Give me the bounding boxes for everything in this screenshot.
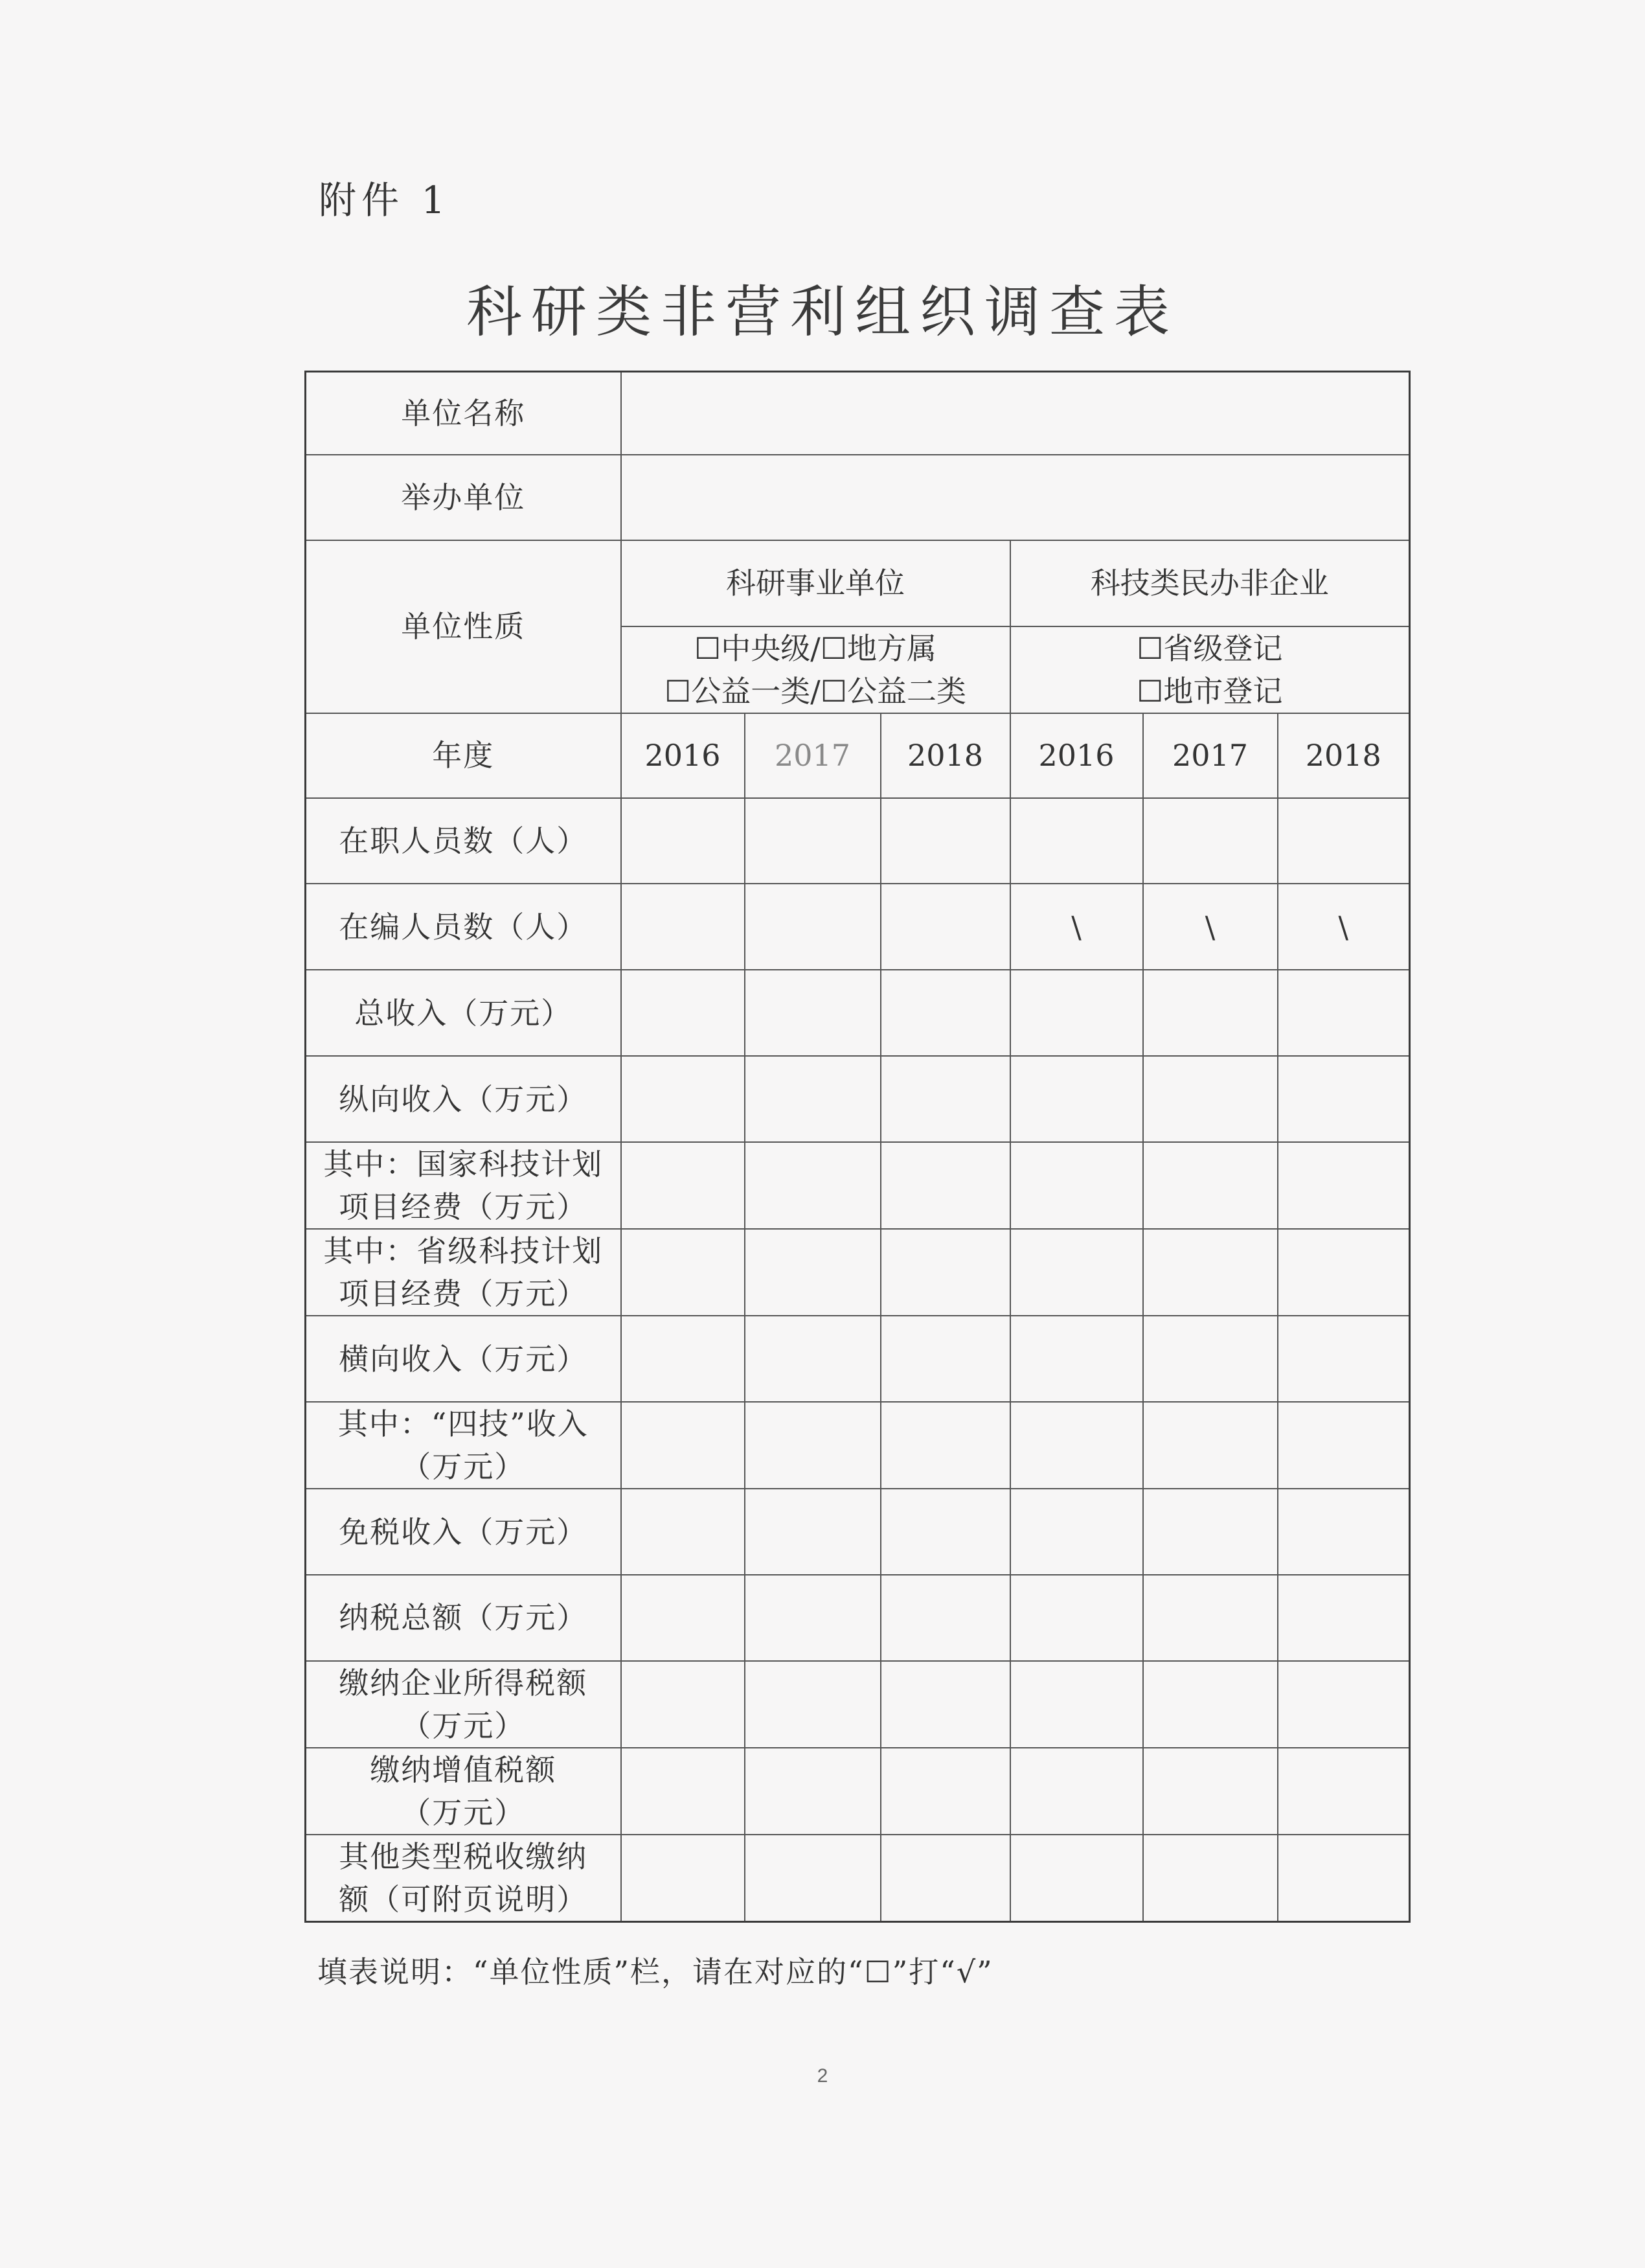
unit-name-field[interactable] [621,372,1410,455]
data-cell[interactable] [881,1489,1010,1575]
data-cell[interactable] [1143,1142,1278,1229]
data-cell[interactable] [881,1229,1010,1316]
data-cell[interactable] [1010,1661,1143,1748]
data-cell[interactable] [621,1835,745,1922]
data-cell[interactable] [1278,1575,1410,1661]
data-cell[interactable] [621,884,745,970]
data-cell[interactable] [621,1748,745,1835]
provincial-registration-option[interactable]: ☐省级登记 [1137,630,1283,666]
data-cell[interactable] [1010,1575,1143,1661]
row-label-line: 缴纳增值税额 [370,1752,557,1787]
data-cell[interactable] [1143,1489,1278,1575]
data-cell[interactable] [1010,798,1143,884]
data-cell[interactable] [1143,970,1278,1056]
data-cell[interactable] [745,1748,881,1835]
row-label [306,1142,621,1229]
row-label [306,1489,621,1575]
row-label [306,1575,621,1661]
private-org-header: 科技类民办非企业 [1010,540,1410,626]
table-row [306,970,1410,1056]
data-cell[interactable] [745,970,881,1056]
table-row [306,1316,1410,1402]
data-cell[interactable] [1010,1748,1143,1835]
row-label-line: 其他类型税收缴纳 [339,1838,588,1874]
data-cell[interactable] [1278,1316,1410,1402]
not-applicable-cell: \ [1278,884,1410,970]
row-label-line: 其中：国家科技计划 [323,1147,604,1182]
data-cell[interactable] [1278,1229,1410,1316]
data-cell[interactable] [881,1402,1010,1489]
row-label [306,970,621,1056]
data-cell[interactable] [621,970,745,1056]
data-cell[interactable] [1278,1748,1410,1835]
row-label [306,1402,621,1489]
row-label-line: 缴纳企业所得税额 [339,1665,588,1701]
row-label-line: 额（可附页说明） [339,1881,588,1917]
city-registration-option[interactable]: ☐地市登记 [1137,673,1283,709]
data-cell[interactable] [745,1402,881,1489]
data-cell[interactable] [1278,798,1410,884]
data-cell[interactable] [1143,1229,1278,1316]
data-cell[interactable] [1278,1142,1410,1229]
data-cell[interactable] [1143,1316,1278,1402]
data-cell[interactable] [621,798,745,884]
data-cell[interactable] [621,1402,745,1489]
data-cell[interactable] [1010,1402,1143,1489]
table-row [306,1142,1410,1229]
unit-name-label: 单位名称 [306,372,621,455]
data-cell[interactable] [1143,1835,1278,1922]
row-label-line: 横向收入（万元） [339,1341,588,1377]
data-cell[interactable] [1278,1402,1410,1489]
data-cell[interactable] [1143,1575,1278,1661]
year-header-cell: 2017 [1143,713,1278,798]
research-unit-options[interactable] [621,626,1010,713]
unit-nature-label: 单位性质 [306,540,621,713]
data-cell[interactable] [745,1489,881,1575]
not-applicable-cell: \ [1010,884,1143,970]
row-label [306,1056,621,1142]
table-row [306,798,1410,884]
year-header-cell: 2017 [745,713,881,798]
data-cell[interactable] [745,884,881,970]
data-cell[interactable] [881,1056,1010,1142]
data-cell[interactable] [1143,1056,1278,1142]
table-row [306,1402,1410,1489]
row-label-line: 其中：省级科技计划 [323,1233,604,1269]
data-cell[interactable] [881,1575,1010,1661]
row-label-line: 在职人员数（人） [339,823,588,858]
year-header-cell: 2018 [1278,713,1410,798]
data-cell[interactable] [1278,1835,1410,1922]
row-label-line: （万元） [401,1794,526,1830]
data-cell[interactable] [1143,798,1278,884]
data-cell[interactable] [881,1748,1010,1835]
fill-instructions: 填表说明：“单位性质”栏，请在对应的“☐”打“√” [317,1954,993,1989]
sponsor-label: 举办单位 [306,455,621,540]
data-cell[interactable] [881,1661,1010,1748]
table-row [306,884,1410,970]
data-cell[interactable] [1010,1142,1143,1229]
year-header-cell: 2016 [621,713,745,798]
year-label: 年度 [306,713,621,798]
data-cell[interactable] [1278,1489,1410,1575]
form-title: 科研类非营利组织调查表 [466,280,1179,345]
research-unit-header: 科研事业单位 [621,540,1010,626]
data-cell[interactable] [1010,1489,1143,1575]
row-label [306,1229,621,1316]
private-org-options[interactable] [1010,626,1410,713]
row-label-line: 纳税总额（万元） [339,1600,588,1636]
data-cell[interactable] [1278,1661,1410,1748]
row-label-line: 项目经费（万元） [339,1276,588,1312]
attachment-label: 附件 1 [319,178,451,222]
data-cell[interactable] [745,1835,881,1922]
year-header-cell: 2018 [881,713,1010,798]
row-label [306,1748,621,1835]
data-cell[interactable] [1143,1748,1278,1835]
data-cell[interactable] [1010,1056,1143,1142]
not-applicable-cell: \ [1143,884,1278,970]
row-label-line: 其中：“四技”收入 [337,1406,589,1442]
data-cell[interactable] [745,1142,881,1229]
data-cell[interactable] [621,1316,745,1402]
data-cell[interactable] [1278,970,1410,1056]
data-cell[interactable] [621,1489,745,1575]
data-cell[interactable] [745,798,881,884]
data-cell[interactable] [881,798,1010,884]
data-cell[interactable] [1010,1229,1143,1316]
data-cell[interactable] [745,1229,881,1316]
row-label-line: 纵向收入（万元） [339,1081,588,1117]
data-cell[interactable] [745,1661,881,1748]
data-cell[interactable] [881,1316,1010,1402]
row-label [306,884,621,970]
data-cell[interactable] [881,1835,1010,1922]
data-cell[interactable] [881,970,1010,1056]
data-cell[interactable] [881,884,1010,970]
row-label-line: 总收入（万元） [354,995,573,1031]
data-cell[interactable] [1143,1402,1278,1489]
table-row [306,1575,1410,1661]
table-row [306,1489,1410,1575]
data-cell[interactable] [621,1661,745,1748]
data-cell[interactable] [745,1575,881,1661]
row-label-line: （万元） [401,1449,526,1485]
research-welfare-option[interactable]: ☐公益一类/☐公益二类 [664,673,966,709]
data-cell[interactable] [1010,1835,1143,1922]
table-row [306,1661,1410,1748]
row-label-line: 项目经费（万元） [339,1189,588,1225]
row-label [306,1316,621,1402]
page-number: 2 [817,2065,828,2087]
data-cell[interactable] [1143,1661,1278,1748]
research-level-option[interactable]: ☐中央级/☐地方属 [694,630,936,666]
row-label [306,1835,621,1922]
table-row [306,1748,1410,1835]
row-label [306,798,621,884]
table-row [306,1056,1410,1142]
survey-table [304,371,1411,1923]
row-label-line: （万元） [401,1708,526,1743]
table-row [306,1835,1410,1922]
sponsor-field[interactable] [621,455,1410,540]
data-cell[interactable] [881,1142,1010,1229]
year-header-cell: 2016 [1010,713,1143,798]
data-cell[interactable] [1010,970,1143,1056]
data-cell[interactable] [621,1056,745,1142]
data-cell[interactable] [621,1575,745,1661]
data-cell[interactable] [621,1229,745,1316]
data-cell[interactable] [745,1056,881,1142]
data-cell[interactable] [1278,1056,1410,1142]
row-label-line: 免税收入（万元） [339,1514,588,1550]
row-label-line: 在编人员数（人） [339,909,588,945]
data-cell[interactable] [745,1316,881,1402]
data-cell[interactable] [1010,1316,1143,1402]
row-label [306,1661,621,1748]
data-cell[interactable] [621,1142,745,1229]
table-row [306,1229,1410,1316]
data-rows [306,798,1410,1922]
